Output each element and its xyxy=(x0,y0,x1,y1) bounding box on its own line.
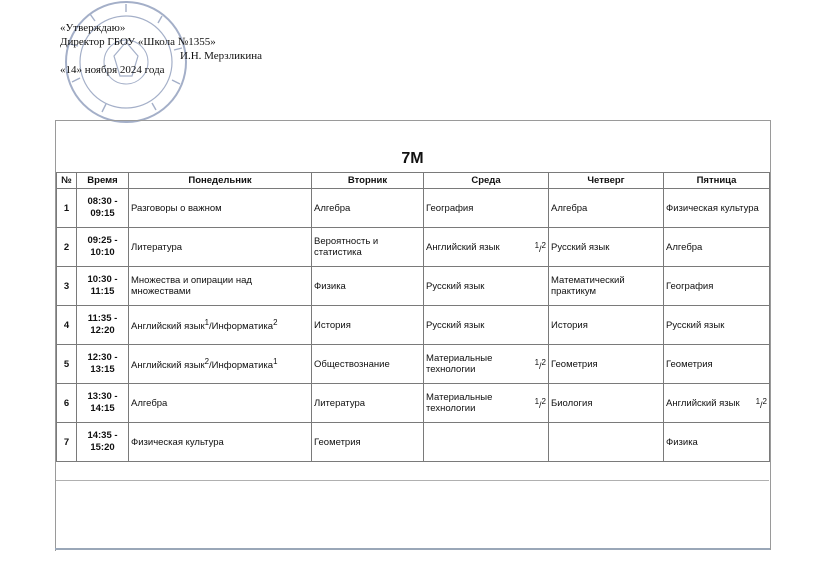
header-monday: Понедельник xyxy=(129,173,312,189)
frame-bottom-border xyxy=(55,548,770,550)
tuesday-cell: Литература xyxy=(312,384,424,423)
lesson-num: 6 xyxy=(57,384,77,423)
group-split-mark: $^1$/$^2$ xyxy=(534,396,546,410)
tuesday-cell: Обществознание xyxy=(312,345,424,384)
lesson-time: 14:35 - 15:20 xyxy=(77,423,129,462)
lesson-num: 5 xyxy=(57,345,77,384)
wednesday-cell: Русский язык xyxy=(424,306,549,345)
wednesday-cell: Материальные технологии $^1$/$^2$ xyxy=(424,384,549,423)
monday-cell: Английский язык$^2$/Информатика$^1$ xyxy=(129,345,312,384)
approval-date: «14» ноября 2024 года xyxy=(60,64,165,76)
table-row xyxy=(57,189,770,228)
monday-cell: Алгебра xyxy=(129,384,312,423)
timetable xyxy=(56,172,770,462)
class-title: 7М xyxy=(401,150,424,167)
monday-cell: Английский язык$^1$/Информатика$^2$ xyxy=(129,306,312,345)
lesson-num: 7 xyxy=(57,423,77,462)
tuesday-cell: Вероятность и статистика xyxy=(312,228,424,267)
friday-cell: Английский язык $^1$/$^2$ xyxy=(664,384,770,423)
header-thursday: Четверг xyxy=(549,173,664,189)
wednesday-cell: География xyxy=(424,189,549,228)
lesson-num: 3 xyxy=(57,267,77,306)
tuesday-cell: Физика xyxy=(312,267,424,306)
table-bottom-rule xyxy=(56,480,769,481)
approval-heading: «Утверждаю» xyxy=(60,22,126,34)
lesson-time: 11:35 - 12:20 xyxy=(77,306,129,345)
header-tuesday: Вторник xyxy=(312,173,424,189)
lesson-time: 08:30 - 09:15 xyxy=(77,189,129,228)
table-row xyxy=(57,228,770,267)
wednesday-cell: Русский язык xyxy=(424,267,549,306)
wednesday-cell xyxy=(424,423,549,462)
group-split-mark: $^1$/$^2$ xyxy=(534,240,546,254)
lesson-num: 4 xyxy=(57,306,77,345)
monday-cell: Множества и опирации над множествами xyxy=(129,267,312,306)
friday-cell: Физическая культура xyxy=(664,189,770,228)
monday-cell: Физическая культура xyxy=(129,423,312,462)
header-time: Время xyxy=(77,173,129,189)
monday-cell: Разговоры о важном xyxy=(129,189,312,228)
thursday-cell: Биология xyxy=(549,384,664,423)
header-wednesday: Среда xyxy=(424,173,549,189)
table-row xyxy=(57,306,770,345)
friday-cell: Физика xyxy=(664,423,770,462)
thursday-cell: Геометрия xyxy=(549,345,664,384)
tuesday-cell: Геометрия xyxy=(312,423,424,462)
group-split-mark: $^1$/$^2$ xyxy=(534,357,546,371)
table-row xyxy=(57,384,770,423)
table-row xyxy=(57,267,770,306)
header-num: № xyxy=(57,173,77,189)
thursday-cell: Русский язык xyxy=(549,228,664,267)
approval-block xyxy=(60,21,262,77)
wednesday-cell: Материальные технологии $^1$/$^2$ xyxy=(424,345,549,384)
wednesday-cell: Английский язык $^1$/$^2$ xyxy=(424,228,549,267)
table-row xyxy=(57,345,770,384)
lesson-time: 12:30 - 13:15 xyxy=(77,345,129,384)
approval-signer: И.Н. Мерзликина xyxy=(180,50,263,62)
thursday-cell xyxy=(549,423,664,462)
lesson-time: 13:30 - 14:15 xyxy=(77,384,129,423)
lesson-time: 09:25 - 10:10 xyxy=(77,228,129,267)
table-row xyxy=(57,423,770,462)
table-header-row xyxy=(57,173,770,189)
approval-director: Директор ГБОУ «Школа №1355» xyxy=(60,36,216,48)
group-split-mark: $^1$/$^2$ xyxy=(755,396,767,410)
thursday-cell: Алгебра xyxy=(549,189,664,228)
thursday-cell: История xyxy=(549,306,664,345)
tuesday-cell: История xyxy=(312,306,424,345)
lesson-num: 2 xyxy=(57,228,77,267)
friday-cell: Геометрия xyxy=(664,345,770,384)
monday-cell: Литература xyxy=(129,228,312,267)
tuesday-cell: Алгебра xyxy=(312,189,424,228)
header-friday: Пятница xyxy=(664,173,770,189)
friday-cell: Русский язык xyxy=(664,306,770,345)
thursday-cell: Математический практикум xyxy=(549,267,664,306)
lesson-time: 10:30 - 11:15 xyxy=(77,267,129,306)
friday-cell: Алгебра xyxy=(664,228,770,267)
lesson-num: 1 xyxy=(57,189,77,228)
frame-right-border xyxy=(770,120,771,550)
friday-cell: География xyxy=(664,267,770,306)
